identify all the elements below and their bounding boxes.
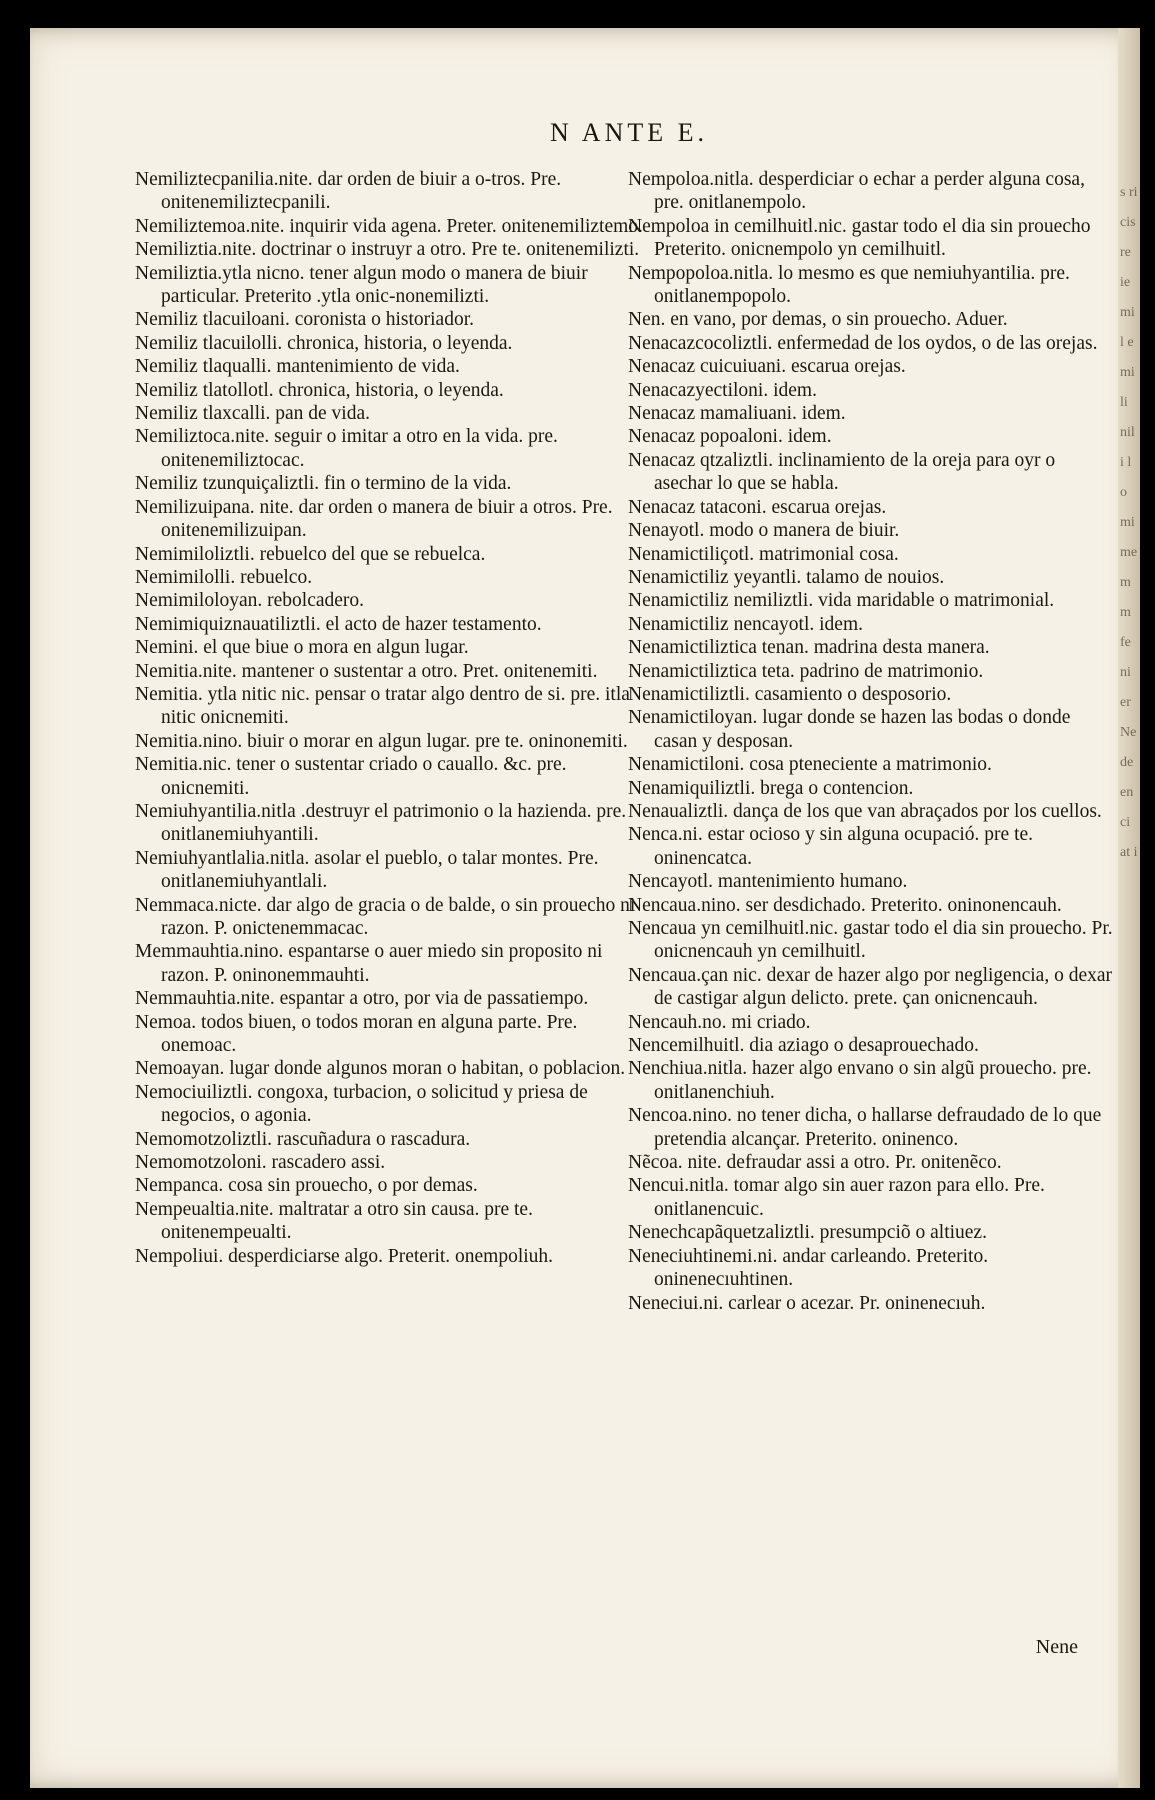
dictionary-entry: Nencaua yn cemilhuitl.nic. gastar todo el dia sin prouecho. Pr. onicnencauh yn cemilhuitl. — [628, 918, 1113, 963]
dictionary-entry: Nenacaz tataconi. escarua orejas. — [628, 496, 887, 518]
facing-page-edge — [1118, 28, 1140, 1788]
dictionary-entry: Nemimiloliztli. rebuelco del que se rebuelca. — [135, 543, 486, 565]
dictionary-entry: Nenchiua.nitla. hazer algo envano o sin algũ prouecho. pre. onitlanenchiuh. — [628, 1058, 1092, 1103]
dictionary-entry: Nenamictiloyan. lugar donde se hazen las bodas o donde casan y desposan. — [628, 707, 1071, 752]
dictionary-entry: Nemiliz tlaxcalli. pan de vida. — [135, 403, 370, 425]
dictionary-entry: Nempanca. cosa sin prouecho, o por demas. — [135, 1175, 478, 1197]
dictionary-entry: Neneciuhtinemi.ni. andar carleando. Preterito. oninenecıuhtinen. — [628, 1245, 989, 1291]
dictionary-entry: Nemiliz tlacuiloani. coronista o historiador. — [135, 309, 475, 331]
dictionary-entry: Nemiliz tlacuilolli. chronica, historia, o leyenda. — [135, 332, 513, 354]
dictionary-entry: Nencui.nitla. tomar algo sin auer razon para ello. Pre. onitlanencuic. — [628, 1175, 1045, 1220]
dictionary-entry: Nemiliz tzunquiçaliztli. fin o termino de la vida. — [135, 473, 512, 495]
dictionary-entry: Nempeualtia.nite. maltratar a otro sin causa. pre te. onitenempeualti. — [135, 1198, 533, 1244]
manuscript-page — [30, 28, 1140, 1788]
dictionary-entry: Nenechcapãquetzaliztli. presumpciõ o altiuez. — [628, 1222, 987, 1244]
dictionary-entry: Nemmaca.nicte. dar algo de gracia o de balde, o sin prouecho ni razon. P. onictenemmacac. — [135, 894, 636, 939]
dictionary-entry: Nenamictiliztica teta. padrino de matrimonio. — [628, 660, 984, 682]
dictionary-entry: Neneciui.ni. carlear o acezar. Pr. oninenecıuh. — [628, 1292, 986, 1314]
dictionary-entry: Nempopoloa.nitla. lo mesmo es que nemiuhyantilia. pre. onitlanempopolo. — [628, 262, 1070, 308]
dictionary-entry: Nemiliztia.ytla nicno. tener algun modo o manera de biuir particular. Preterito .ytla onic-nonemilizti. — [135, 262, 588, 308]
dictionary-entry: Nemomotzoloni. rascadero assi. — [135, 1152, 386, 1174]
header-text: N ANTE E. — [549, 118, 709, 147]
dictionary-entry: Nemiliztoca.nite. seguir o imitar a otro en la vida. pre. onitenemiliztocac. — [135, 426, 558, 471]
dictionary-entry: Nemmauhtia.nite. espantar a otro, por via de passatiempo. — [135, 988, 589, 1010]
dictionary-entry: Nenamictiliztica tenan. madrina desta manera. — [628, 637, 990, 659]
dictionary-entry: Nemiuhyantilia.nitla .destruyr el patrimonio o la hazienda. pre. onitlanemiuhyantili. — [135, 800, 627, 846]
dictionary-entry: Nenacaz popoaloni. idem. — [628, 426, 832, 448]
dictionary-entry: Nenamictiloni. cosa pteneciente a matrimonio. — [628, 754, 992, 776]
dictionary-entry: Nemiliztecpanilia.nite. dar orden de biuir a o-tros. Pre. onitenemiliztecpanili. — [135, 169, 562, 214]
dictionary-entry: Nempoliui. desperdiciarse algo. Preterit. onempoliuh. — [135, 1245, 554, 1267]
dictionary-entry: Nemomotzoliztli. rascuñadura o rascadura. — [135, 1128, 471, 1150]
dictionary-entry: Nenamictiliz yeyantli. talamo de nouios. — [628, 566, 945, 588]
dictionary-entry: Nencoa.nino. no tener dicha, o hallarse defraudado de lo que pretendia alcançar. Preterito. oninenco. — [628, 1105, 1102, 1150]
page-header — [30, 118, 1140, 148]
dictionary-entry: Nemini. el que biue o mora en algun lugar. — [135, 637, 469, 659]
dictionary-entry: Nemitia. ytla nitic nic. pensar o tratar algo dentro de si. pre. itla nitic onicnemiti. — [135, 683, 630, 729]
dictionary-entry: Nen. en vano, por demas, o sin prouecho. Aduer. — [628, 309, 1008, 331]
right-column — [628, 168, 1118, 1315]
dictionary-entry: Nemimilolli. rebuelco. — [135, 566, 313, 588]
dictionary-entry: Nemiliztia.nite. doctrinar o instruyr a otro. Pre te. onitenemilizti. — [135, 239, 640, 261]
facing-page-text: s ri cis re ie mil emili nili lo mi me mm fe ni er Ne de en ci at i — [1120, 185, 1138, 860]
dictionary-entry: Nenacazcocoliztli. enfermedad de los oydos, o de las orejas. — [628, 332, 1098, 354]
dictionary-entry: Nenacaz mamaliuani. idem. — [628, 403, 846, 425]
dictionary-entry: Nemiliztemoa.nite. inquirir vida agena. Preter. onitenemiliztemo. — [135, 215, 643, 237]
dictionary-entry: Nenacazyectiloni. idem. — [628, 379, 817, 401]
dictionary-entry: Nemociuiliztli. congoxa, turbacion, o solicitud y priesa de negocios, o agonia. — [135, 1081, 588, 1127]
dictionary-entry: Nemimiloloyan. rebolcadero. — [135, 590, 365, 612]
dictionary-entry: Nemitia.nite. mantener o sustentar a otro. Pret. onitenemiti. — [135, 660, 598, 682]
dictionary-entry: Nencauh.no. mi criado. — [628, 1011, 811, 1033]
dictionary-entry: Nemitia.nino. biuir o morar en algun lugar. pre te. oninonemiti. — [135, 730, 628, 752]
dictionary-entry: Nemitia.nic. tener o sustentar criado o cauallo. &c. pre. onicnemiti. — [135, 754, 567, 799]
dictionary-entry: Nemilizuipana. nite. dar orden o manera de biuir a otros. Pre. onitenemilizuipan. — [135, 496, 613, 542]
dictionary-entry: Nenamictiliztli. casamiento o desposorio. — [628, 683, 952, 705]
dictionary-entry: Nempoloa.nitla. desperdiciar o echar a perder alguna cosa, pre. onitlanempolo. — [628, 169, 1085, 214]
left-column — [135, 168, 645, 1268]
dictionary-entry: Nenacaz qtzaliztli. inclinamiento de la oreja para oyr o asechar lo que se habla. — [628, 449, 1056, 495]
dictionary-entry: Nencaua.çan nic. dexar de hazer algo por negligencia, o dexar de castigar algun delicto. prete. çan onicnencauh. — [628, 964, 1112, 1010]
dictionary-entry: Nenaualiztli. dança de los que van abraçados por los cuellos. — [628, 800, 1102, 822]
dictionary-entry: Nenamiquiliztli. brega o contencion. — [628, 777, 914, 799]
dictionary-entry: Nemiuhyantlalia.nitla. asolar el pueblo, o talar montes. Pre. onitlanemiuhyantlali. — [135, 847, 599, 893]
dictionary-entry: Nencaua.nino. ser desdichado. Preterito. oninonencauh. — [628, 894, 1062, 916]
dictionary-entry: Nemoa. todos biuen, o todos moran en alguna parte. Pre. onemoac. — [135, 1011, 578, 1057]
dictionary-entry: Nenamictiliçotl. matrimonial cosa. — [628, 543, 899, 565]
dictionary-entry: Nenamictiliz nemiliztli. vida maridable o matrimonial. — [628, 590, 1055, 612]
dictionary-entry: Memmauhtia.nino. espantarse o auer miedo sin proposito ni razon. P. oninonemmauhti. — [135, 941, 603, 986]
catchword: Nene — [1035, 1636, 1078, 1658]
dictionary-entry: Nemoayan. lugar donde algunos moran o habitan, o poblacion. — [135, 1058, 626, 1080]
dictionary-entry: Nenamictiliz nencayotl. idem. — [628, 613, 863, 635]
dictionary-entry: Nemiliz tlaqualli. mantenimiento de vida. — [135, 356, 460, 378]
dictionary-entry: Nẽcoa. nite. defraudar assi a otro. Pr. onitenẽco. — [628, 1152, 1002, 1174]
dictionary-entry: Nenca.ni. estar ocioso y sin alguna ocupació. pre te. oninencatca. — [628, 824, 1034, 869]
dictionary-entry: Nemimiquiznauatiliztli. el acto de hazer testamento. — [135, 613, 542, 635]
dictionary-entry: Nenayotl. modo o manera de biuir. — [628, 520, 900, 542]
dictionary-entry: Nempoloa in cemilhuitl.nic. gastar todo el dia sin prouecho Preterito. onicnempolo yn cemilhuitl. — [628, 215, 1091, 261]
dictionary-entry: Nencayotl. mantenimiento humano. — [628, 871, 908, 893]
dictionary-entry: Nencemilhuitl. dia aziago o desaprouechado. — [628, 1035, 979, 1057]
dictionary-entry: Nemiliz tlatollotl. chronica, historia, o leyenda. — [135, 379, 504, 401]
dictionary-entry: Nenacaz cuicuiuani. escarua orejas. — [628, 356, 906, 378]
